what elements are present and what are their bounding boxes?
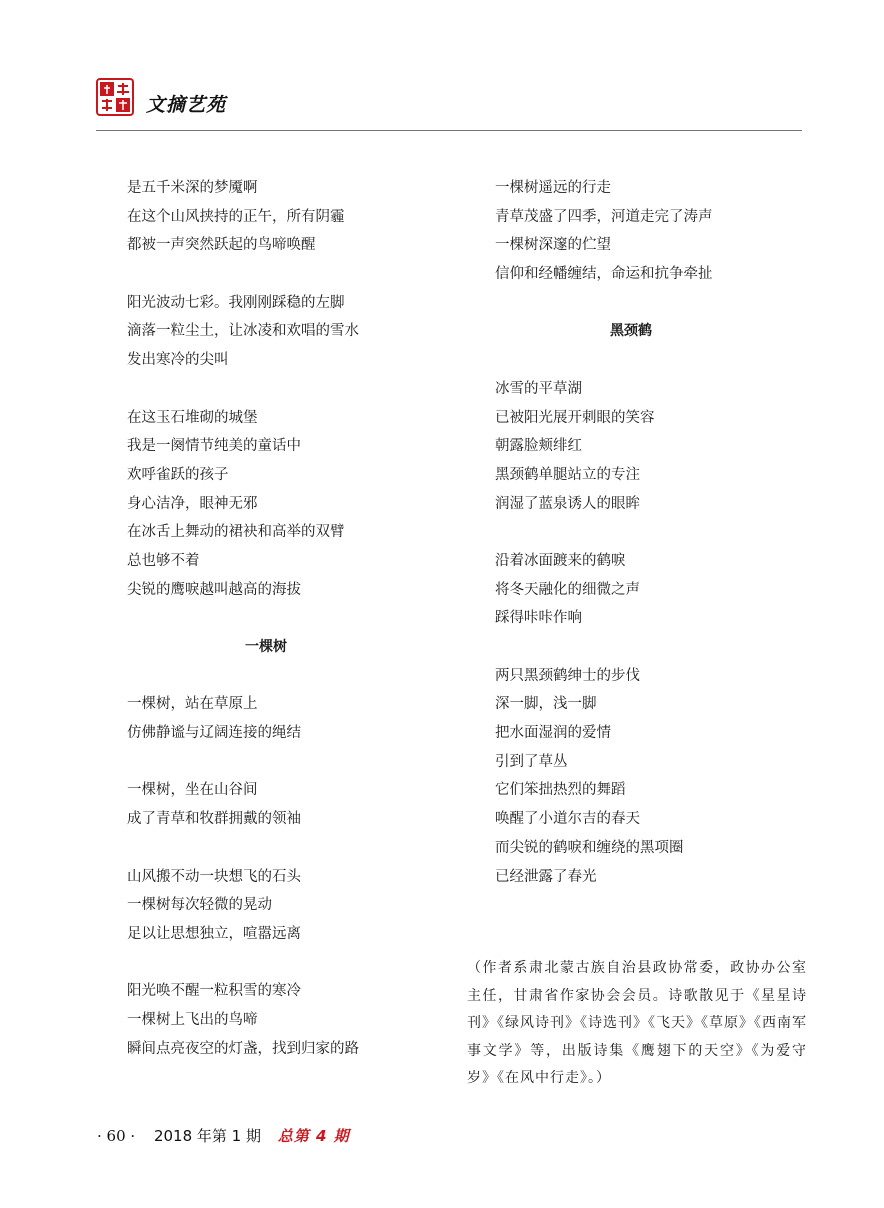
- poem-line: 成了青草和牧群拥戴的领袖: [127, 811, 301, 828]
- poem-line: 引到了草丛: [495, 753, 568, 770]
- stanza-gap: [495, 289, 805, 318]
- poem-line: 在这个山风挟持的正午，所有阴霾: [127, 208, 345, 225]
- poem-line: 都被一声突然跃起的鸟啼唤醒: [127, 237, 316, 254]
- poem-line: 一棵树上飞出的鸟啼: [127, 1011, 258, 1028]
- poem-line: 山风搬不动一块想飞的石头: [127, 868, 301, 885]
- poem-line: 是五千米深的梦魇啊: [127, 180, 258, 196]
- poem-line: 已被阳光展开刺眼的笑容: [495, 409, 655, 426]
- stanza-gap: [127, 375, 427, 404]
- poem-title: 一棵树: [245, 639, 287, 655]
- poem-line: 一棵树深邃的伫望: [495, 237, 611, 254]
- poem-line: 踩得咔咔作响: [495, 610, 582, 627]
- poem-line: 黑颈鹤单腿站立的专注: [495, 466, 640, 483]
- poem-line: 深一脚，浅一脚: [495, 696, 597, 713]
- left-column: [127, 174, 427, 1063]
- poem-line: 沿着冰面踱来的鹤唳: [495, 552, 626, 569]
- poem-line: 信仰和经幡缠结，命运和抗争牵扯: [495, 266, 713, 283]
- section-title: 文摘艺苑: [146, 94, 227, 116]
- page-number: · 60 ·: [97, 1126, 136, 1145]
- poem-line: 青草茂盛了四季，河道走完了涛声: [495, 208, 713, 225]
- poem-line: 冰雪的平草湖: [495, 380, 582, 397]
- poem-line: 瞬间点亮夜空的灯盏，找到归家的路: [127, 1040, 359, 1057]
- page-footer: [97, 1125, 350, 1146]
- right-column: [495, 174, 805, 891]
- poem-line: 滴落一粒尘土，让冰凌和欢唱的雪水: [127, 323, 359, 340]
- issue-label: 2018 年第 1 期: [153, 1127, 261, 1145]
- stanza-gap: [495, 633, 805, 662]
- stanza-gap: [495, 346, 805, 375]
- poem-line: 将冬天融化的细微之声: [495, 581, 640, 598]
- header-divider: [96, 130, 802, 131]
- poem-line: 发出寒冷的尖叫: [127, 352, 229, 369]
- poem-line: 唤醒了小道尔吉的春天: [495, 811, 640, 828]
- stanza-gap: [127, 662, 427, 691]
- poem-line: 尖锐的鹰唳越叫越高的海拔: [127, 581, 301, 598]
- poem-line: 仿佛静谧与辽阔连接的绳结: [127, 725, 301, 742]
- brand-issue-label: 总第 4 期: [277, 1127, 350, 1145]
- stanza-gap: [127, 260, 427, 289]
- poem-line: 阳光波动七彩。我刚刚踩稳的左脚: [127, 294, 345, 311]
- stanza-gap: [127, 834, 427, 863]
- poem-line: 身心洁净，眼神无邪: [127, 495, 258, 512]
- poem-line: 一棵树，站在草原上: [127, 696, 258, 713]
- stanza-gap: [127, 748, 427, 777]
- poem-line: 它们笨拙热烈的舞蹈: [495, 782, 626, 799]
- poem-line: 一棵树，坐在山谷间: [127, 782, 258, 799]
- poem-line: 在冰舌上舞动的裙袂和高举的双臂: [127, 524, 345, 541]
- poem-line: 两只黑颈鹤绅士的步伐: [495, 667, 640, 684]
- page-header: [96, 78, 802, 132]
- author-note: （作者系肃北蒙古族自治县政协常委，政协办公室主任，甘肃省作家协会会员。诗歌散见于《星星诗刊》《绿风诗刊》《诗选刊》《飞天》《草原》《西南军事文学》等，出版诗集《鹰翅下的天空》《为爱守岁》《在风中行走》。）: [467, 960, 807, 1087]
- poem-line: 在这玉石堆砌的城堡: [127, 409, 258, 426]
- poem-line: 已经泄露了春光: [495, 868, 597, 885]
- poem-line: 总也够不着: [127, 552, 200, 569]
- poem-line: 足以让思想独立，喧嚣远离: [127, 925, 301, 942]
- poem-line: 阳光唤不醒一粒积雪的寒冷: [127, 983, 301, 1000]
- stanza-gap: [495, 518, 805, 547]
- poem-line: 而尖锐的鹤唳和缠绕的黑项圈: [495, 839, 684, 856]
- seal-logo-icon: [96, 78, 134, 116]
- poem-line: 一棵树遥远的行走: [495, 180, 611, 196]
- poem-line: 把水面湿润的爱情: [495, 725, 611, 742]
- poem-line: 润湿了蓝泉诱人的眼眸: [495, 495, 640, 512]
- poem-title: 黑颈鹤: [610, 323, 652, 340]
- poem-line: 欢呼雀跃的孩子: [127, 466, 229, 483]
- stanza-gap: [127, 604, 427, 633]
- poem-line: 我是一阕情节纯美的童话中: [127, 438, 301, 455]
- stanza-gap: [127, 949, 427, 978]
- poem-line: 一棵树每次轻微的晃动: [127, 897, 272, 914]
- poem-line: 朝露脸颊绯红: [495, 438, 582, 455]
